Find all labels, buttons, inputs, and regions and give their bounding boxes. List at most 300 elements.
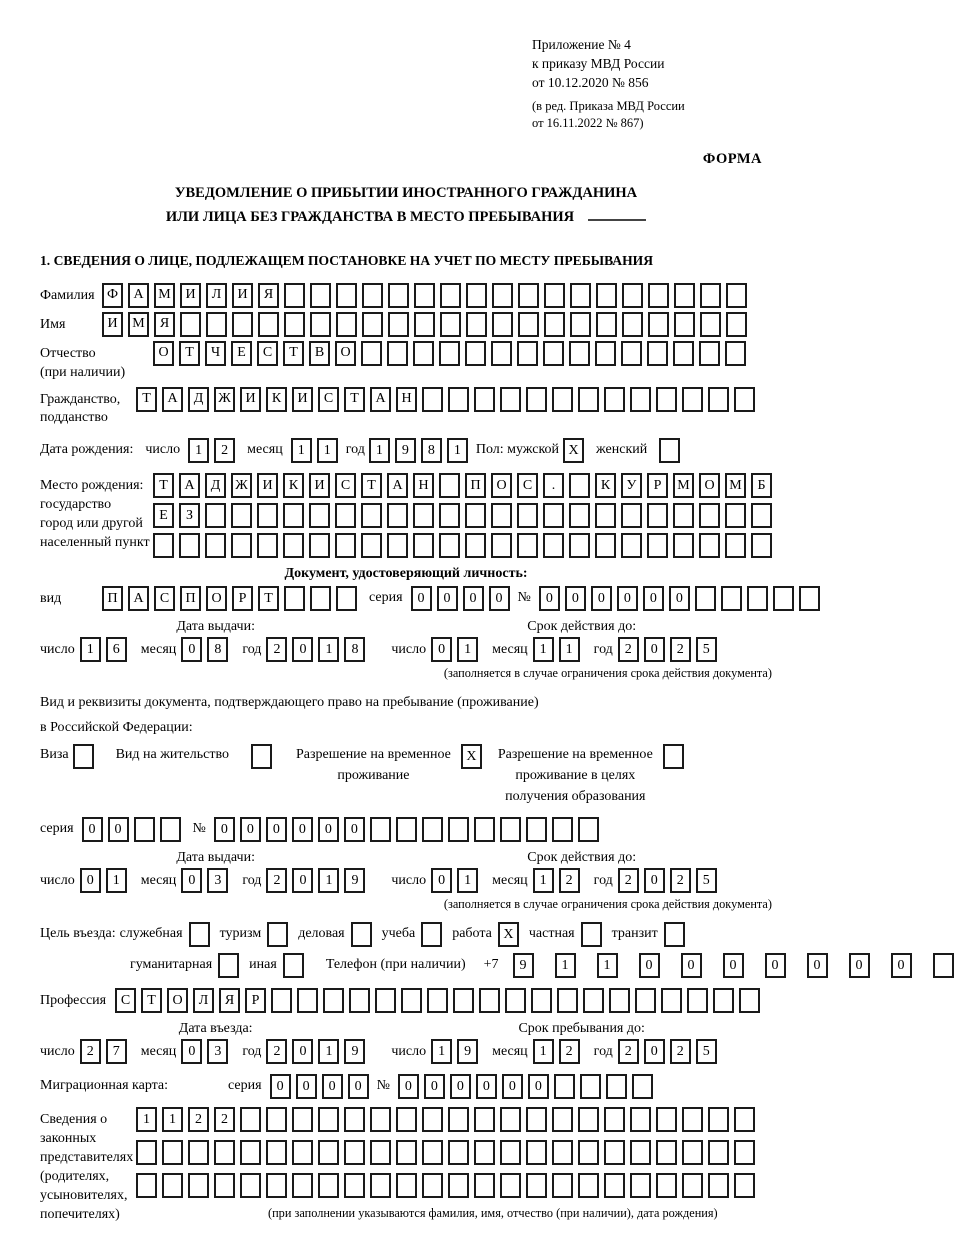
char-box[interactable]: [479, 988, 500, 1013]
char-box[interactable]: 1: [136, 1107, 157, 1132]
char-box[interactable]: [318, 1140, 339, 1165]
gender-female-checkbox[interactable]: [659, 438, 680, 463]
char-box[interactable]: [557, 988, 578, 1013]
char-box[interactable]: [310, 283, 331, 308]
char-box[interactable]: [205, 533, 226, 558]
char-box[interactable]: Т: [344, 387, 365, 412]
char-box[interactable]: Ж: [231, 473, 252, 498]
char-box[interactable]: Н: [396, 387, 417, 412]
char-box[interactable]: [309, 533, 330, 558]
char-box[interactable]: [440, 283, 461, 308]
char-box[interactable]: 6: [106, 637, 127, 662]
char-box[interactable]: [396, 817, 417, 842]
char-box[interactable]: [284, 586, 305, 611]
char-box[interactable]: [361, 533, 382, 558]
char-box[interactable]: [448, 1140, 469, 1165]
char-box[interactable]: [153, 533, 174, 558]
char-box[interactable]: [726, 283, 747, 308]
char-box[interactable]: [595, 341, 616, 366]
char-box[interactable]: [257, 503, 278, 528]
char-box[interactable]: А: [387, 473, 408, 498]
char-box[interactable]: [578, 1107, 599, 1132]
char-box[interactable]: [240, 1173, 261, 1198]
char-box[interactable]: [491, 503, 512, 528]
char-box[interactable]: [179, 533, 200, 558]
char-box[interactable]: [682, 387, 703, 412]
char-box[interactable]: 2: [559, 868, 580, 893]
char-box[interactable]: [440, 312, 461, 337]
opt-inaya-checkbox[interactable]: [283, 953, 304, 978]
char-box[interactable]: 0: [489, 586, 510, 611]
char-box[interactable]: Т: [361, 473, 382, 498]
char-box[interactable]: [258, 312, 279, 337]
char-box[interactable]: [335, 533, 356, 558]
char-box[interactable]: К: [266, 387, 287, 412]
char-box[interactable]: [387, 533, 408, 558]
char-box[interactable]: [552, 387, 573, 412]
char-box[interactable]: [517, 341, 538, 366]
char-box[interactable]: 1: [447, 438, 468, 463]
char-box[interactable]: [708, 1140, 729, 1165]
char-box[interactable]: 0: [108, 817, 129, 842]
char-box[interactable]: [413, 341, 434, 366]
char-box[interactable]: 0: [348, 1074, 369, 1099]
char-box[interactable]: [231, 533, 252, 558]
char-box[interactable]: [656, 1107, 677, 1132]
char-box[interactable]: [361, 341, 382, 366]
char-box[interactable]: [344, 1173, 365, 1198]
char-box[interactable]: [500, 1173, 521, 1198]
char-box[interactable]: Р: [232, 586, 253, 611]
char-box[interactable]: Д: [205, 473, 226, 498]
char-box[interactable]: [474, 1173, 495, 1198]
char-box[interactable]: 0: [669, 586, 690, 611]
char-box[interactable]: [439, 473, 460, 498]
char-box[interactable]: 0: [807, 953, 828, 978]
char-box[interactable]: [583, 988, 604, 1013]
char-box[interactable]: 0: [292, 1039, 313, 1064]
opt-chastnaya-checkbox[interactable]: [581, 922, 602, 947]
char-box[interactable]: [439, 341, 460, 366]
char-box[interactable]: [427, 988, 448, 1013]
char-box[interactable]: [725, 503, 746, 528]
char-box[interactable]: Т: [179, 341, 200, 366]
char-box[interactable]: [387, 503, 408, 528]
char-box[interactable]: [214, 1173, 235, 1198]
char-box[interactable]: 0: [240, 817, 261, 842]
char-box[interactable]: [595, 503, 616, 528]
char-box[interactable]: [344, 1140, 365, 1165]
char-box[interactable]: М: [128, 312, 149, 337]
char-box[interactable]: [448, 1173, 469, 1198]
char-box[interactable]: Р: [647, 473, 668, 498]
char-box[interactable]: [401, 988, 422, 1013]
char-box[interactable]: 0: [849, 953, 870, 978]
char-box[interactable]: [604, 1107, 625, 1132]
char-box[interactable]: [648, 312, 669, 337]
char-box[interactable]: 0: [181, 1039, 202, 1064]
char-box[interactable]: П: [465, 473, 486, 498]
char-box[interactable]: И: [232, 283, 253, 308]
char-box[interactable]: [751, 533, 772, 558]
char-box[interactable]: И: [257, 473, 278, 498]
char-box[interactable]: 8: [207, 637, 228, 662]
char-box[interactable]: 0: [270, 1074, 291, 1099]
char-box[interactable]: [388, 283, 409, 308]
char-box[interactable]: [526, 1107, 547, 1132]
char-box[interactable]: 2: [188, 1107, 209, 1132]
char-box[interactable]: О: [206, 586, 227, 611]
char-box[interactable]: [531, 988, 552, 1013]
char-box[interactable]: К: [595, 473, 616, 498]
char-box[interactable]: [578, 1140, 599, 1165]
char-box[interactable]: 0: [765, 953, 786, 978]
char-box[interactable]: 5: [696, 1039, 717, 1064]
char-box[interactable]: [231, 503, 252, 528]
char-box[interactable]: [349, 988, 370, 1013]
char-box[interactable]: [632, 1074, 653, 1099]
char-box[interactable]: [448, 387, 469, 412]
char-box[interactable]: О: [491, 473, 512, 498]
char-box[interactable]: [661, 988, 682, 1013]
char-box[interactable]: [474, 1107, 495, 1132]
char-box[interactable]: [674, 283, 695, 308]
char-box[interactable]: [580, 1074, 601, 1099]
char-box[interactable]: [136, 1140, 157, 1165]
char-box[interactable]: А: [179, 473, 200, 498]
char-box[interactable]: [266, 1140, 287, 1165]
char-box[interactable]: [361, 503, 382, 528]
char-box[interactable]: [518, 283, 539, 308]
char-box[interactable]: [500, 1140, 521, 1165]
char-box[interactable]: 9: [344, 1039, 365, 1064]
char-box[interactable]: [292, 1107, 313, 1132]
char-box[interactable]: 0: [643, 586, 664, 611]
char-box[interactable]: 1: [369, 438, 390, 463]
char-box[interactable]: [708, 1173, 729, 1198]
char-box[interactable]: [370, 817, 391, 842]
char-box[interactable]: [336, 283, 357, 308]
char-box[interactable]: [422, 1107, 443, 1132]
char-box[interactable]: А: [370, 387, 391, 412]
char-box[interactable]: С: [318, 387, 339, 412]
char-box[interactable]: [336, 312, 357, 337]
char-box[interactable]: [578, 387, 599, 412]
char-box[interactable]: Л: [193, 988, 214, 1013]
char-box[interactable]: [656, 1173, 677, 1198]
char-box[interactable]: [700, 283, 721, 308]
char-box[interactable]: [370, 1173, 391, 1198]
char-box[interactable]: 1: [559, 637, 580, 662]
char-box[interactable]: [439, 503, 460, 528]
char-box[interactable]: [604, 1173, 625, 1198]
char-box[interactable]: [552, 817, 573, 842]
char-box[interactable]: 1: [106, 868, 127, 893]
char-box[interactable]: [734, 1107, 755, 1132]
opt-rabota-checkbox[interactable]: X: [498, 922, 519, 947]
char-box[interactable]: 1: [431, 1039, 452, 1064]
char-box[interactable]: И: [240, 387, 261, 412]
opt-tranzit-checkbox[interactable]: [664, 922, 685, 947]
char-box[interactable]: [552, 1107, 573, 1132]
char-box[interactable]: [734, 387, 755, 412]
char-box[interactable]: [725, 341, 746, 366]
char-box[interactable]: 1: [291, 438, 312, 463]
char-box[interactable]: [309, 503, 330, 528]
char-box[interactable]: 0: [539, 586, 560, 611]
char-box[interactable]: О: [699, 473, 720, 498]
char-box[interactable]: Д: [188, 387, 209, 412]
char-box[interactable]: [526, 817, 547, 842]
char-box[interactable]: [725, 533, 746, 558]
residence-permit-checkbox[interactable]: [251, 744, 272, 769]
char-box[interactable]: С: [115, 988, 136, 1013]
char-box[interactable]: [526, 387, 547, 412]
char-box[interactable]: [695, 586, 716, 611]
char-box[interactable]: С: [154, 586, 175, 611]
char-box[interactable]: [284, 283, 305, 308]
char-box[interactable]: [635, 988, 656, 1013]
char-box[interactable]: 1: [457, 868, 478, 893]
char-box[interactable]: О: [335, 341, 356, 366]
char-box[interactable]: [240, 1140, 261, 1165]
char-box[interactable]: М: [725, 473, 746, 498]
char-box[interactable]: И: [292, 387, 313, 412]
char-box[interactable]: 1: [188, 438, 209, 463]
char-box[interactable]: [647, 341, 668, 366]
char-box[interactable]: [734, 1140, 755, 1165]
char-box[interactable]: 0: [80, 868, 101, 893]
char-box[interactable]: 3: [207, 868, 228, 893]
char-box[interactable]: 0: [296, 1074, 317, 1099]
char-box[interactable]: [700, 312, 721, 337]
opt-delovaya-checkbox[interactable]: [351, 922, 372, 947]
char-box[interactable]: [180, 312, 201, 337]
char-box[interactable]: [283, 503, 304, 528]
char-box[interactable]: 0: [723, 953, 744, 978]
char-box[interactable]: [491, 341, 512, 366]
char-box[interactable]: 9: [457, 1039, 478, 1064]
char-box[interactable]: [526, 1140, 547, 1165]
char-box[interactable]: [517, 533, 538, 558]
char-box[interactable]: [699, 533, 720, 558]
opt-sluzhebnaya-checkbox[interactable]: [189, 922, 210, 947]
char-box[interactable]: [570, 312, 591, 337]
char-box[interactable]: [134, 817, 155, 842]
char-box[interactable]: [266, 1107, 287, 1132]
char-box[interactable]: [271, 988, 292, 1013]
char-box[interactable]: [232, 312, 253, 337]
char-box[interactable]: [284, 312, 305, 337]
char-box[interactable]: [621, 503, 642, 528]
char-box[interactable]: 1: [80, 637, 101, 662]
char-box[interactable]: 0: [644, 637, 665, 662]
char-box[interactable]: Е: [153, 503, 174, 528]
char-box[interactable]: [622, 283, 643, 308]
char-box[interactable]: [396, 1140, 417, 1165]
char-box[interactable]: [335, 503, 356, 528]
char-box[interactable]: 2: [266, 1039, 287, 1064]
gender-male-checkbox[interactable]: X: [563, 438, 584, 463]
char-box[interactable]: [647, 533, 668, 558]
char-box[interactable]: 8: [344, 637, 365, 662]
char-box[interactable]: [465, 533, 486, 558]
char-box[interactable]: [673, 503, 694, 528]
char-box[interactable]: [422, 387, 443, 412]
char-box[interactable]: 0: [411, 586, 432, 611]
char-box[interactable]: [188, 1140, 209, 1165]
char-box[interactable]: 2: [670, 868, 691, 893]
char-box[interactable]: [569, 341, 590, 366]
opt-turizm-checkbox[interactable]: [267, 922, 288, 947]
char-box[interactable]: 0: [644, 1039, 665, 1064]
char-box[interactable]: [578, 1173, 599, 1198]
char-box[interactable]: 0: [322, 1074, 343, 1099]
char-box[interactable]: [747, 586, 768, 611]
char-box[interactable]: [773, 586, 794, 611]
char-box[interactable]: [739, 988, 760, 1013]
char-box[interactable]: [726, 312, 747, 337]
char-box[interactable]: 0: [639, 953, 660, 978]
char-box[interactable]: [362, 283, 383, 308]
char-box[interactable]: 0: [292, 817, 313, 842]
char-box[interactable]: [414, 312, 435, 337]
char-box[interactable]: [310, 312, 331, 337]
char-box[interactable]: [205, 503, 226, 528]
char-box[interactable]: [708, 1107, 729, 1132]
char-box[interactable]: 0: [528, 1074, 549, 1099]
char-box[interactable]: 0: [450, 1074, 471, 1099]
char-box[interactable]: [370, 1107, 391, 1132]
char-box[interactable]: 2: [214, 438, 235, 463]
char-box[interactable]: [375, 988, 396, 1013]
char-box[interactable]: Е: [231, 341, 252, 366]
char-box[interactable]: [630, 387, 651, 412]
char-box[interactable]: 0: [344, 817, 365, 842]
char-box[interactable]: 0: [681, 953, 702, 978]
char-box[interactable]: [414, 283, 435, 308]
char-box[interactable]: [188, 1173, 209, 1198]
char-box[interactable]: [396, 1173, 417, 1198]
temp-residence-edu-checkbox[interactable]: [663, 744, 684, 769]
char-box[interactable]: [474, 387, 495, 412]
char-box[interactable]: 9: [344, 868, 365, 893]
char-box[interactable]: [474, 1140, 495, 1165]
char-box[interactable]: А: [128, 283, 149, 308]
temp-residence-checkbox[interactable]: X: [461, 744, 482, 769]
char-box[interactable]: [413, 503, 434, 528]
char-box[interactable]: 0: [565, 586, 586, 611]
char-box[interactable]: [543, 341, 564, 366]
char-box[interactable]: [453, 988, 474, 1013]
char-box[interactable]: [162, 1140, 183, 1165]
char-box[interactable]: [630, 1107, 651, 1132]
char-box[interactable]: [595, 533, 616, 558]
char-box[interactable]: [673, 533, 694, 558]
char-box[interactable]: Л: [206, 283, 227, 308]
char-box[interactable]: [500, 1107, 521, 1132]
char-box[interactable]: 0: [292, 868, 313, 893]
char-box[interactable]: 1: [533, 1039, 554, 1064]
char-box[interactable]: М: [673, 473, 694, 498]
char-box[interactable]: 2: [214, 1107, 235, 1132]
char-box[interactable]: [721, 586, 742, 611]
char-box[interactable]: [283, 533, 304, 558]
char-box[interactable]: [622, 312, 643, 337]
char-box[interactable]: 1: [318, 637, 339, 662]
opt-gumanitarnaya-checkbox[interactable]: [218, 953, 239, 978]
char-box[interactable]: [570, 283, 591, 308]
char-box[interactable]: [708, 387, 729, 412]
char-box[interactable]: [552, 1140, 573, 1165]
char-box[interactable]: 0: [617, 586, 638, 611]
char-box[interactable]: 1: [317, 438, 338, 463]
char-box[interactable]: И: [309, 473, 330, 498]
char-box[interactable]: [933, 953, 954, 978]
char-box[interactable]: [474, 817, 495, 842]
char-box[interactable]: 1: [597, 953, 618, 978]
char-box[interactable]: Ж: [214, 387, 235, 412]
char-box[interactable]: 1: [457, 637, 478, 662]
char-box[interactable]: Т: [283, 341, 304, 366]
char-box[interactable]: 0: [463, 586, 484, 611]
char-box[interactable]: [734, 1173, 755, 1198]
char-box[interactable]: [682, 1107, 703, 1132]
char-box[interactable]: [578, 817, 599, 842]
char-box[interactable]: [544, 283, 565, 308]
char-box[interactable]: [422, 1140, 443, 1165]
char-box[interactable]: 1: [533, 637, 554, 662]
char-box[interactable]: Ф: [102, 283, 123, 308]
char-box[interactable]: [505, 988, 526, 1013]
char-box[interactable]: 2: [670, 1039, 691, 1064]
char-box[interactable]: [396, 1107, 417, 1132]
char-box[interactable]: 1: [555, 953, 576, 978]
char-box[interactable]: [569, 503, 590, 528]
char-box[interactable]: [647, 503, 668, 528]
char-box[interactable]: 0: [502, 1074, 523, 1099]
char-box[interactable]: [318, 1173, 339, 1198]
char-box[interactable]: 0: [181, 868, 202, 893]
char-box[interactable]: Я: [154, 312, 175, 337]
char-box[interactable]: [630, 1140, 651, 1165]
char-box[interactable]: И: [180, 283, 201, 308]
char-box[interactable]: 0: [424, 1074, 445, 1099]
char-box[interactable]: О: [153, 341, 174, 366]
char-box[interactable]: 1: [318, 868, 339, 893]
char-box[interactable]: А: [162, 387, 183, 412]
char-box[interactable]: 2: [618, 868, 639, 893]
char-box[interactable]: С: [517, 473, 538, 498]
char-box[interactable]: 0: [644, 868, 665, 893]
char-box[interactable]: [699, 503, 720, 528]
char-box[interactable]: Т: [153, 473, 174, 498]
char-box[interactable]: [569, 473, 590, 498]
char-box[interactable]: [596, 283, 617, 308]
char-box[interactable]: [656, 387, 677, 412]
char-box[interactable]: 2: [670, 637, 691, 662]
char-box[interactable]: 7: [106, 1039, 127, 1064]
char-box[interactable]: [413, 533, 434, 558]
char-box[interactable]: [297, 988, 318, 1013]
char-box[interactable]: 0: [891, 953, 912, 978]
char-box[interactable]: [621, 533, 642, 558]
char-box[interactable]: [554, 1074, 575, 1099]
char-box[interactable]: К: [283, 473, 304, 498]
char-box[interactable]: [323, 988, 344, 1013]
char-box[interactable]: [492, 312, 513, 337]
char-box[interactable]: С: [335, 473, 356, 498]
